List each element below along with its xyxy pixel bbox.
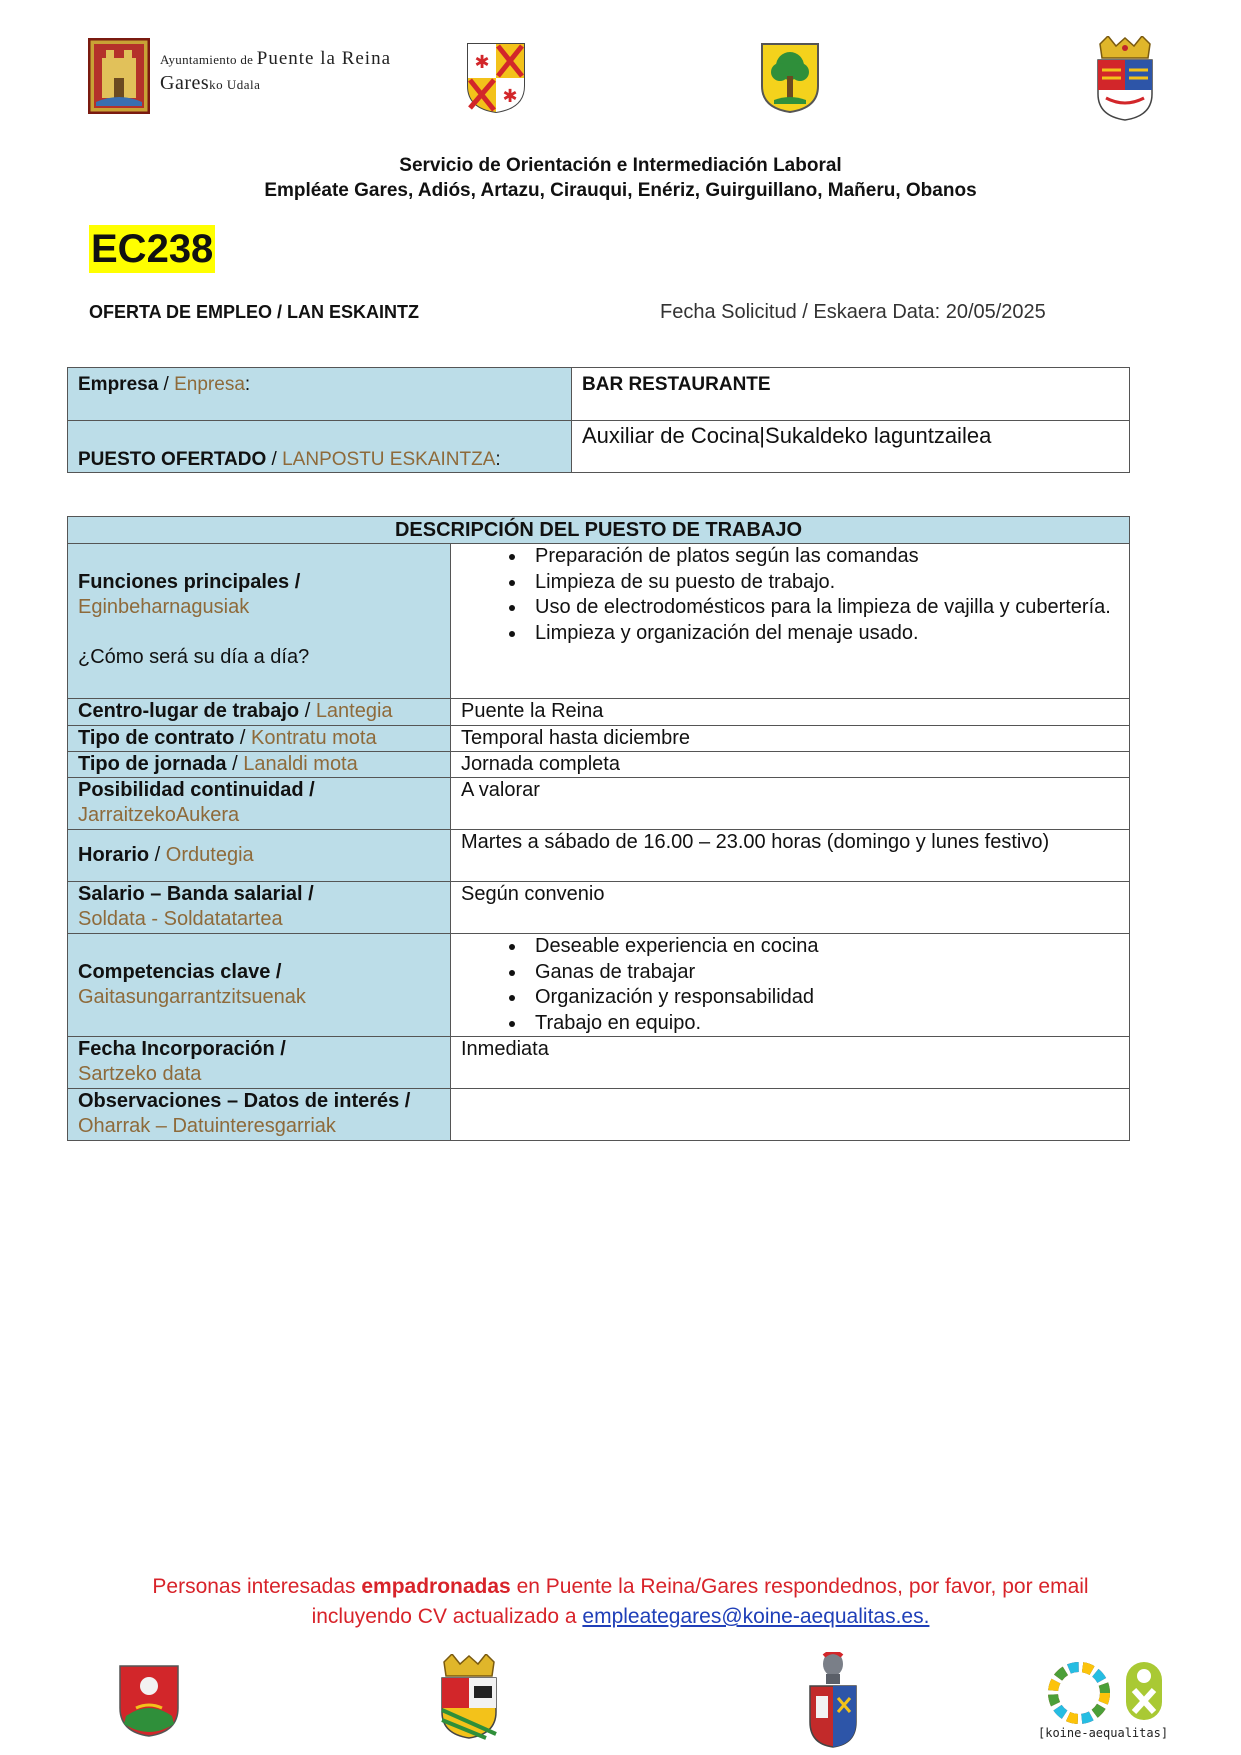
puente-la-reina-crest-logo — [88, 38, 150, 114]
list-item: • Trabajo en equipo. — [527, 1011, 1119, 1037]
competencies-list — [461, 934, 1119, 1036]
functions-label-es: Funciones principales / — [78, 571, 301, 593]
company-label-es: Empresa — [78, 374, 159, 395]
footer-text-c: incluyendo CV actualizado a — [311, 1605, 583, 1628]
workplace-label-cell: Centro-lugar de trabajo / Lantegia — [68, 699, 451, 726]
salary-label-cell — [68, 882, 451, 934]
start-date-label-eu: Sartzeko data — [78, 1063, 202, 1085]
functions-label-eu: Eginbeharnagusiak — [78, 596, 250, 618]
brand-line1-big: Puente la Reina — [256, 48, 392, 69]
company-label-eu: Enpresa — [174, 374, 245, 395]
position-label-es: PUESTO OFERTADO — [78, 449, 267, 470]
request-date-value: 20/05/2025 — [945, 301, 1046, 323]
functions-value-cell — [451, 544, 1130, 699]
contract-label-es: Tipo de contrato — [78, 727, 235, 749]
list-item: • Ganas de trabajar — [527, 960, 1119, 986]
start-date-label-cell — [68, 1037, 451, 1089]
offer-code: EC238 — [91, 227, 214, 271]
tree-shield-logo — [760, 42, 820, 114]
continuity-label-cell — [68, 778, 451, 830]
observations-label-cell — [68, 1089, 451, 1141]
footer-text-bold: empadronadas — [361, 1575, 511, 1598]
service-municipalities: Empléate Gares, Adiós, Artazu, Cirauqui, Enériz, Guirguillano, Mañeru, Obanos — [264, 180, 977, 201]
position-label-cell: PUESTO OFERTADO / LANPOSTU ESKAINTZA: — [68, 421, 572, 473]
observations-value — [451, 1089, 1130, 1141]
functions-label-cell — [68, 544, 451, 699]
competencies-label-cell — [68, 934, 451, 1037]
schedule-label-cell: Horario / Ordutegia — [68, 830, 451, 882]
company-value: BAR RESTAURANTE — [582, 374, 771, 395]
koine-label: [koine-aequalitas] — [1038, 1726, 1169, 1740]
salary-value: Según convenio — [451, 882, 1130, 934]
svg-text:✱: ✱ — [502, 86, 518, 107]
workday-label-es: Tipo de jornada — [78, 753, 227, 775]
request-date-label: Fecha Solicitud / Eskaera Data: — [660, 301, 941, 323]
workplace-value: Puente la Reina — [451, 699, 1130, 726]
contact-email-link[interactable]: empleategares@koine-aequalitas.es. — [582, 1605, 930, 1628]
brand-line2-small: ko Udala — [209, 77, 261, 92]
municipality-brand — [160, 48, 391, 95]
workday-label-eu: Lanaldi mota — [243, 753, 358, 775]
list-item: • Preparación de platos según las comandas — [527, 544, 1119, 570]
observations-label-es: Observaciones – Datos de interés / — [78, 1090, 411, 1112]
competencies-label-es: Competencias clave / — [78, 961, 282, 983]
functions-list — [461, 544, 1119, 646]
list-item: • Deseable experiencia en cocina — [527, 934, 1119, 960]
observations-label-eu: Oharrak – Datuinteresgarriak — [78, 1115, 336, 1137]
offer-title: OFERTA DE EMPLEO / LAN ESKAINTZ — [89, 302, 420, 322]
list-item: • Limpieza y organización del menaje usado. — [527, 621, 1119, 647]
functions-question: ¿Cómo será su día a día? — [78, 646, 310, 668]
workday-label-cell: Tipo de jornada / Lanaldi mota — [68, 752, 451, 778]
workday-value: Jornada completa — [451, 752, 1130, 778]
brand-line2-big: Gares — [160, 72, 210, 94]
green-mound-shield-logo — [118, 1664, 180, 1738]
list-item: • Organización y responsabilidad — [527, 985, 1119, 1011]
contract-value: Temporal hasta diciembre — [451, 726, 1130, 752]
contract-label-cell: Tipo de contrato / Kontratu mota — [68, 726, 451, 752]
schedule-label-eu: Ordutegia — [165, 844, 254, 866]
company-table — [67, 367, 1130, 473]
start-date-value: Inmediata — [451, 1037, 1130, 1089]
start-date-label-es: Fecha Incorporación / — [78, 1038, 286, 1060]
koine-aequalitas-logo — [1038, 1660, 1174, 1740]
footer-text-b: en Puente la Reina/Gares respondednos, por favor, por email — [510, 1575, 1089, 1598]
salary-label-es: Salario – Banda salarial / — [78, 883, 314, 905]
continuity-label-es: Posibilidad continuidad / — [78, 779, 315, 801]
workplace-label-es: Centro-lugar de trabajo — [78, 700, 300, 722]
salary-label-eu: Soldata - Soldatatartea — [78, 908, 283, 930]
footer-note — [0, 1572, 1241, 1632]
list-item: • Uso de electrodomésticos para la limpieza de vajilla y cubertería. — [527, 595, 1119, 621]
crowned-shield-logo — [1092, 36, 1158, 122]
service-title: Servicio de Orientación e Intermediación Laboral — [399, 155, 842, 176]
competencies-value-cell — [451, 934, 1130, 1037]
workplace-label-eu: Lantegia — [315, 700, 393, 722]
contract-label-eu: Kontratu mota — [250, 727, 377, 749]
footer-text-a: Personas interesadas — [152, 1575, 362, 1598]
company-value-cell — [572, 368, 1130, 421]
position-label-eu: LANPOSTU ESKAINTZA — [282, 449, 496, 470]
description-heading: DESCRIPCIÓN DEL PUESTO DE TRABAJO — [68, 517, 1130, 544]
continuity-value: A valorar — [451, 778, 1130, 830]
list-item: • Limpieza de su puesto de trabajo. — [527, 570, 1119, 596]
position-value: Auxiliar de Cocina|Sukaldeko laguntzailea — [572, 421, 1130, 473]
quartered-shield-logo — [466, 42, 526, 114]
schedule-label-es: Horario — [78, 844, 150, 866]
competencies-label-eu: Gaitasungarrantzitsuenak — [78, 986, 306, 1008]
brand-line1-small: Ayuntamiento de — [160, 52, 254, 67]
company-label-cell: Empresa / Enpresa: — [68, 368, 572, 421]
knight-helmet-shield-logo — [806, 1652, 860, 1748]
crowned-heraldic-shield-logo — [436, 1654, 502, 1740]
request-date — [660, 301, 1046, 324]
continuity-label-eu: JarraitzekoAukera — [78, 804, 240, 826]
svg-text:✱: ✱ — [474, 52, 490, 73]
schedule-value: Martes a sábado de 16.00 – 23.00 horas (domingo y lunes festivo) — [451, 830, 1130, 882]
job-description-table — [67, 516, 1130, 1141]
